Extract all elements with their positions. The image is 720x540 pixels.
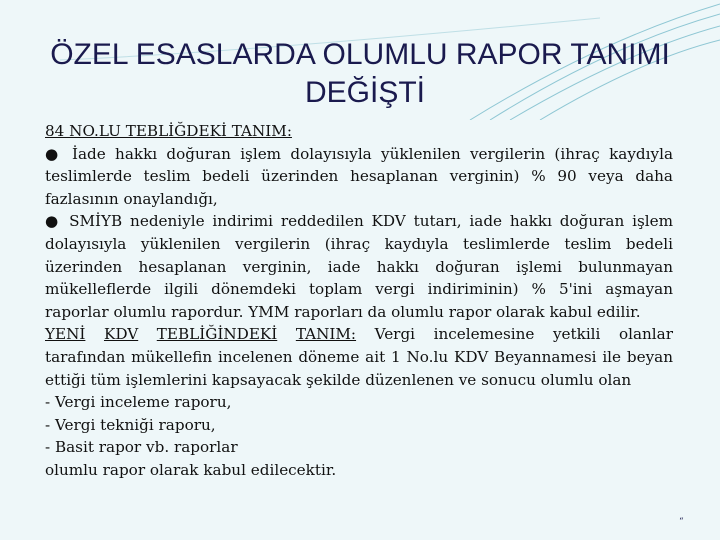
- new-def-word: incelemesine: [433, 325, 535, 344]
- list-item: - Vergi tekniği raporu,: [45, 415, 216, 434]
- new-def-word: KDV: [103, 325, 139, 344]
- bullet-1: ● İade hakkı doğuran işlem dolayısıyla yüklenilen vergilerin (ihraç kaydıyla teslimlerde teslim bedeli üzerinden hesaplanan verginin) % 90 veya daha fazlasının onaylandığı,: [45, 144, 673, 208]
- bullet-2: ● SMİYB nedeniyle indirimi reddedilen KDV tutarı, iade hakkı doğuran işlem dolayısıyla yüklenilen vergilerin (ihraç kaydıyla teslimlerde teslim bedeli üzerinden hesaplanan verginin, iade hakkı doğuran işlemi bulunmayan mükelleflerde ilgili dönemdeki toplam vergi indiriminin) % 5'ini aşmayan raporlar olumlu rapordur. YMM raporları da olumlu rapor olarak kabul edilir.: [45, 212, 673, 321]
- new-def-word: TEBLİĞİNDEKİ: [156, 325, 278, 344]
- list-item: - Basit rapor vb. raporlar: [45, 438, 238, 457]
- new-def-word: YENİ: [45, 325, 86, 344]
- new-def-word: Vergi: [374, 325, 416, 344]
- new-def-word: olanlar: [618, 325, 673, 344]
- slide-title: [0, 36, 720, 112]
- closing-line: olumlu rapor olarak kabul edilecektir.: [45, 460, 337, 479]
- list-item: - Vergi inceleme raporu,: [45, 393, 232, 412]
- page-mark: “: [679, 517, 684, 527]
- title-line-2: DEĞİŞTİ: [304, 76, 425, 109]
- title-line-1: ÖZEL ESASLARDA OLUMLU RAPOR TANIMI: [50, 38, 670, 71]
- section-heading-84: 84 NO.LU TEBLİĞDEKİ TANIM:: [45, 122, 292, 140]
- new-definition-heading-line: [45, 323, 673, 346]
- new-def-word: yetkili: [552, 325, 601, 344]
- slide-body: [45, 120, 673, 482]
- new-def-word: TANIM:: [295, 325, 357, 344]
- new-definition-body: tarafından mükellefin incelenen döneme ait 1 No.lu KDV Beyannamesi ile beyan ettiği tüm işlemlerini kapsayacak şekilde düzenlenen ve sonucu olumlu olan: [45, 347, 673, 389]
